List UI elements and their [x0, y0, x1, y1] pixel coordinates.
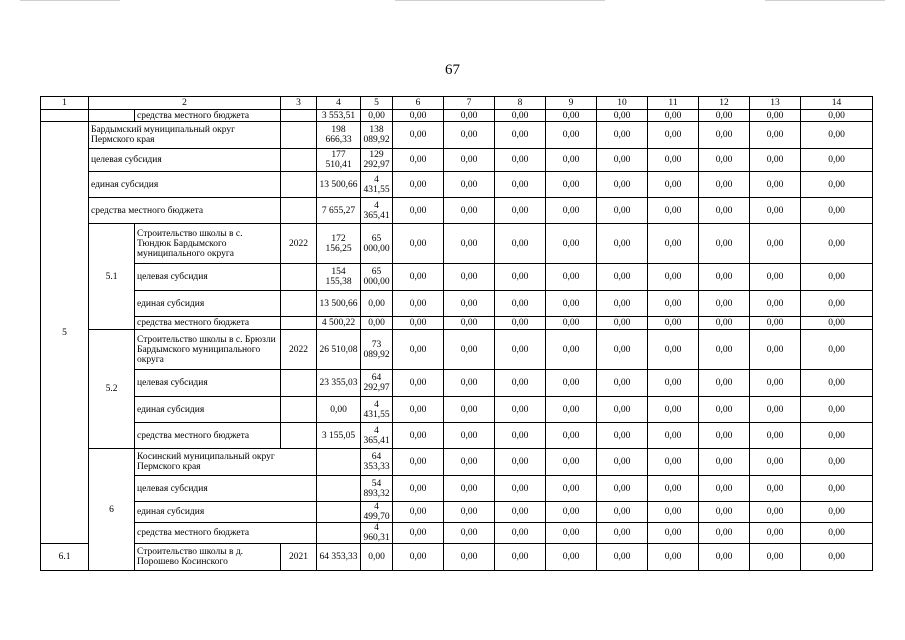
value-col-5: 0,00 [393, 449, 444, 476]
value-col-6: 0,00 [444, 502, 495, 523]
value-col-10: 0,00 [597, 423, 648, 449]
table-row [41, 110, 873, 122]
table-body [41, 97, 873, 571]
value-col-4: 154 155,38 [317, 264, 361, 291]
value-col-5: 138 089,92 [361, 122, 393, 149]
value-col-5: 4 431,55 [361, 397, 393, 423]
value-col-13: 0,00 [750, 544, 801, 571]
value-col-7: 0,00 [495, 449, 546, 476]
value-col-6: 0,00 [444, 476, 495, 502]
value-col-14: 0,00 [801, 317, 873, 330]
table-row [41, 544, 873, 571]
group-number-6-1: 6.1 [41, 544, 89, 571]
value-col-6: 0,00 [393, 544, 444, 571]
table-row [41, 291, 873, 317]
value-col-5: 129 292,97 [361, 149, 393, 172]
value-col-11: 0,00 [699, 523, 750, 544]
value-col-5: 65 000,00 [361, 264, 393, 291]
header-cell-2: 2 [89, 97, 281, 110]
subgroup-cell-empty [89, 110, 135, 122]
top-edge-line-left [20, 0, 120, 1]
value-col-8: 0,00 [495, 544, 546, 571]
year-cell [281, 122, 317, 149]
value-col-5: 4 431,55 [361, 172, 393, 198]
value-col-6: 0,00 [393, 397, 444, 423]
value-col-10: 0,00 [597, 110, 648, 122]
value-col-9: 0,00 [597, 523, 648, 544]
value-col-6: 0,00 [393, 370, 444, 397]
table-row [41, 122, 873, 149]
year-cell: 2022 [281, 224, 317, 264]
year-cell: 2022 [281, 330, 317, 370]
value-col-5: 0,00 [393, 523, 444, 544]
value-col-6: 0,00 [393, 110, 444, 122]
value-col-10: 0,00 [597, 330, 648, 370]
value-col-11: 0,00 [648, 291, 699, 317]
row-label: единая субсидия [135, 291, 281, 317]
value-col-4: 13 500,66 [317, 291, 361, 317]
value-col-14: 0,00 [801, 172, 873, 198]
value-col-7: 0,00 [495, 476, 546, 502]
header-cell-14: 14 [801, 97, 873, 110]
value-col-4: 7 655,27 [317, 198, 361, 224]
header-cell-10: 10 [597, 97, 648, 110]
group-cell-empty [41, 110, 89, 122]
value-col-11: 0,00 [648, 264, 699, 291]
value-col-11: 0,00 [648, 397, 699, 423]
value-col-12: 0,00 [699, 544, 750, 571]
value-col-6: 0,00 [393, 224, 444, 264]
value-col-11: 0,00 [648, 110, 699, 122]
header-cell-6: 6 [393, 97, 444, 110]
value-col-13: 0,00 [801, 502, 873, 523]
value-col-8: 0,00 [495, 330, 546, 370]
value-col-5: 0,00 [393, 476, 444, 502]
value-col-9: 0,00 [597, 502, 648, 523]
year-cell [281, 317, 317, 330]
value-col-8: 0,00 [495, 172, 546, 198]
group-number-5: 5 [41, 122, 89, 544]
value-col-6: 0,00 [393, 317, 444, 330]
value-col-10: 0,00 [597, 397, 648, 423]
value-col-7: 0,00 [444, 423, 495, 449]
value-col-10: 0,00 [648, 502, 699, 523]
value-col-9: 0,00 [546, 330, 597, 370]
year-cell [317, 502, 361, 523]
value-col-8: 0,00 [546, 449, 597, 476]
value-col-9: 0,00 [546, 172, 597, 198]
value-col-14: 0,00 [801, 423, 873, 449]
value-col-10: 0,00 [597, 544, 648, 571]
value-col-13: 0,00 [750, 172, 801, 198]
page-number: 67 [445, 62, 460, 78]
table-row [41, 523, 873, 544]
value-col-12: 0,00 [699, 397, 750, 423]
value-col-12: 0,00 [699, 110, 750, 122]
value-col-14: 0,00 [801, 330, 873, 370]
value-col-13: 0,00 [750, 370, 801, 397]
year-cell [317, 523, 361, 544]
table-row [41, 397, 873, 423]
group-number-6: 6 [89, 449, 135, 571]
value-col-10: 0,00 [597, 122, 648, 149]
year-cell [281, 264, 317, 291]
value-col-7: 0,00 [444, 198, 495, 224]
header-cell-9: 9 [546, 97, 597, 110]
value-col-13: 0,00 [750, 149, 801, 172]
value-col-11: 0,00 [648, 149, 699, 172]
table-row [41, 476, 873, 502]
value-col-6: 0,00 [393, 423, 444, 449]
value-col-5: 0,00 [361, 291, 393, 317]
value-col-4: 177 510,41 [317, 149, 361, 172]
row-label: Косинский муниципальный округ Пермского края [135, 449, 317, 476]
value-col-13: 0,00 [750, 291, 801, 317]
value-col-14: 0,00 [801, 110, 873, 122]
value-col-10: 0,00 [648, 449, 699, 476]
value-col-14: 0,00 [801, 198, 873, 224]
value-col-5: 0,00 [393, 502, 444, 523]
value-col-7: 0,00 [444, 149, 495, 172]
value-col-4: 4 499,70 [361, 502, 393, 523]
value-col-10: 0,00 [597, 172, 648, 198]
row-label: средства местного бюджета [135, 317, 281, 330]
value-col-4: 26 510,08 [317, 330, 361, 370]
value-col-7: 0,00 [444, 544, 495, 571]
value-col-7: 0,00 [444, 224, 495, 264]
row-label: Строительство школы в с. Брюзли Бардымского муниципального округа [135, 330, 281, 370]
value-col-7: 0,00 [444, 122, 495, 149]
value-col-13: 0,00 [750, 317, 801, 330]
value-col-12: 0,00 [699, 330, 750, 370]
value-col-9: 0,00 [546, 224, 597, 264]
value-col-5: 64 292,97 [361, 370, 393, 397]
row-label: целевая субсидия [135, 264, 281, 291]
value-col-8: 0,00 [546, 502, 597, 523]
value-col-6: 0,00 [444, 523, 495, 544]
row-label: единая субсидия [89, 172, 281, 198]
value-col-12: 0,00 [699, 370, 750, 397]
value-col-8: 0,00 [495, 149, 546, 172]
value-col-4: 23 355,03 [317, 370, 361, 397]
value-col-12: 0,00 [699, 198, 750, 224]
value-col-7: 0,00 [444, 397, 495, 423]
value-col-13: 0,00 [750, 330, 801, 370]
table-row [41, 423, 873, 449]
budget-table [40, 96, 873, 571]
value-col-8: 0,00 [495, 110, 546, 122]
table-row [41, 317, 873, 330]
value-col-12: 0,00 [750, 523, 801, 544]
value-col-10: 0,00 [648, 476, 699, 502]
value-col-11: 0,00 [648, 423, 699, 449]
value-col-12: 0,00 [699, 291, 750, 317]
group-number-5-1: 5.1 [89, 224, 135, 330]
value-col-11: 0,00 [648, 224, 699, 264]
value-col-6: 0,00 [444, 449, 495, 476]
row-label: единая субсидия [135, 397, 281, 423]
year-cell [281, 149, 317, 172]
value-col-14: 0,00 [801, 149, 873, 172]
value-col-9: 0,00 [546, 397, 597, 423]
value-col-13: 0,00 [750, 264, 801, 291]
header-cell-5: 5 [361, 97, 393, 110]
header-cell-13: 13 [750, 97, 801, 110]
value-col-13: 0,00 [750, 397, 801, 423]
row-label: средства местного бюджета [135, 523, 317, 544]
value-col-12: 0,00 [750, 502, 801, 523]
row-label: Строительство школы в с. Тюндюк Бардымского муниципального округа [135, 224, 281, 264]
value-col-10: 0,00 [597, 291, 648, 317]
value-col-10: 0,00 [648, 523, 699, 544]
value-col-7: 0,00 [444, 370, 495, 397]
value-col-11: 0,00 [648, 172, 699, 198]
value-col-5: 4 365,41 [361, 198, 393, 224]
value-col-7: 0,00 [444, 291, 495, 317]
value-col-6: 0,00 [393, 330, 444, 370]
row-label: единая субсидия [135, 502, 317, 523]
year-cell [281, 110, 317, 122]
value-col-7: 0,00 [495, 502, 546, 523]
value-col-14: 0,00 [801, 264, 873, 291]
header-cell-4: 4 [317, 97, 361, 110]
value-col-9: 0,00 [546, 149, 597, 172]
value-col-6: 0,00 [393, 264, 444, 291]
table-row [41, 264, 873, 291]
value-col-9: 0,00 [597, 476, 648, 502]
row-label: целевая субсидия [135, 370, 281, 397]
value-col-8: 0,00 [495, 370, 546, 397]
value-col-9: 0,00 [546, 110, 597, 122]
value-col-13: 0,00 [750, 198, 801, 224]
value-col-4: 198 666,33 [317, 122, 361, 149]
value-col-11: 0,00 [648, 544, 699, 571]
value-col-12: 0,00 [750, 476, 801, 502]
value-col-14: 0,00 [801, 544, 873, 571]
value-col-4: 172 156,25 [317, 224, 361, 264]
value-col-4: 4 500,22 [317, 317, 361, 330]
value-col-4: 54 893,32 [361, 476, 393, 502]
value-col-13: 0,00 [750, 224, 801, 264]
value-col-9: 0,00 [546, 291, 597, 317]
year-cell [281, 423, 317, 449]
value-col-5: 4 365,41 [361, 423, 393, 449]
table-row [41, 224, 873, 264]
value-col-13: 0,00 [750, 122, 801, 149]
table-row [41, 172, 873, 198]
value-col-9: 0,00 [546, 317, 597, 330]
value-col-12: 0,00 [699, 317, 750, 330]
table-row [41, 149, 873, 172]
value-col-8: 0,00 [495, 198, 546, 224]
value-col-7: 0,00 [444, 264, 495, 291]
value-col-13: 0,00 [801, 449, 873, 476]
value-col-9: 0,00 [597, 449, 648, 476]
value-col-10: 0,00 [597, 370, 648, 397]
group-number-5-2: 5.2 [89, 330, 135, 449]
value-col-12: 0,00 [699, 149, 750, 172]
value-col-7: 0,00 [444, 110, 495, 122]
value-col-4: 13 500,66 [317, 172, 361, 198]
value-col-7: 0,00 [444, 172, 495, 198]
table-row [41, 502, 873, 523]
value-col-11: 0,00 [648, 370, 699, 397]
value-col-14: 0,00 [801, 397, 873, 423]
top-edge-line-right [765, 0, 885, 1]
value-col-11: 0,00 [699, 502, 750, 523]
value-col-12: 0,00 [699, 172, 750, 198]
value-col-9: 0,00 [546, 370, 597, 397]
table-row [41, 370, 873, 397]
value-col-5: 0,00 [361, 110, 393, 122]
value-col-6: 0,00 [393, 122, 444, 149]
value-col-10: 0,00 [597, 224, 648, 264]
header-row [41, 97, 873, 110]
value-col-11: 0,00 [648, 330, 699, 370]
value-col-8: 0,00 [546, 476, 597, 502]
row-label: средства местного бюджета [135, 110, 281, 122]
value-col-9: 0,00 [546, 423, 597, 449]
budget-table-container [40, 96, 872, 571]
value-col-12: 0,00 [699, 423, 750, 449]
value-col-12: 0,00 [699, 122, 750, 149]
value-col-14: 0,00 [801, 370, 873, 397]
value-col-5: 73 089,92 [361, 330, 393, 370]
value-col-8: 0,00 [495, 317, 546, 330]
row-label: целевая субсидия [135, 476, 317, 502]
table-row [41, 330, 873, 370]
value-col-9: 0,00 [546, 544, 597, 571]
value-col-13: 0,00 [750, 423, 801, 449]
value-col-8: 0,00 [546, 523, 597, 544]
value-col-4: 3 553,51 [317, 110, 361, 122]
value-col-8: 0,00 [495, 122, 546, 149]
value-col-14: 0,00 [801, 291, 873, 317]
header-cell-7: 7 [444, 97, 495, 110]
value-col-4: 3 155,05 [317, 423, 361, 449]
year-cell [281, 291, 317, 317]
value-col-4: 64 353,33 [361, 449, 393, 476]
year-cell [281, 172, 317, 198]
value-col-8: 0,00 [495, 264, 546, 291]
row-label: Бардымский муниципальный округ Пермского края [89, 122, 281, 149]
header-cell-1: 1 [41, 97, 89, 110]
value-col-9: 0,00 [546, 198, 597, 224]
value-col-11: 0,00 [648, 317, 699, 330]
row-label: Строительство школы в д. Порошево Косинского [135, 544, 281, 571]
value-col-9: 0,00 [546, 122, 597, 149]
value-col-10: 0,00 [597, 149, 648, 172]
value-col-13: 0,00 [750, 110, 801, 122]
value-col-6: 0,00 [393, 172, 444, 198]
value-col-6: 0,00 [393, 198, 444, 224]
value-col-14: 0,00 [801, 122, 873, 149]
value-col-5: 0,00 [361, 317, 393, 330]
row-label: средства местного бюджета [89, 198, 281, 224]
value-col-10: 0,00 [597, 198, 648, 224]
value-col-8: 0,00 [495, 224, 546, 264]
value-col-4: 64 353,33 [317, 544, 361, 571]
year-cell [281, 198, 317, 224]
header-cell-11: 11 [648, 97, 699, 110]
value-col-5: 65 000,00 [361, 224, 393, 264]
header-cell-3: 3 [281, 97, 317, 110]
value-col-5: 0,00 [361, 544, 393, 571]
value-col-8: 0,00 [495, 397, 546, 423]
year-cell [281, 370, 317, 397]
value-col-12: 0,00 [750, 449, 801, 476]
header-cell-8: 8 [495, 97, 546, 110]
value-col-7: 0,00 [444, 330, 495, 370]
value-col-4: 0,00 [317, 397, 361, 423]
value-col-11: 0,00 [648, 122, 699, 149]
row-label: целевая субсидия [89, 149, 281, 172]
year-cell [317, 449, 361, 476]
value-col-4: 4 960,31 [361, 523, 393, 544]
value-col-13: 0,00 [801, 523, 873, 544]
value-col-11: 0,00 [648, 198, 699, 224]
value-col-8: 0,00 [495, 291, 546, 317]
year-cell [281, 397, 317, 423]
table-row [41, 198, 873, 224]
table-row [41, 449, 873, 476]
value-col-10: 0,00 [597, 317, 648, 330]
row-label: средства местного бюджета [135, 423, 281, 449]
top-edge-line-center [395, 0, 605, 1]
value-col-7: 0,00 [444, 317, 495, 330]
value-col-8: 0,00 [495, 423, 546, 449]
value-col-14: 0,00 [801, 224, 873, 264]
value-col-7: 0,00 [495, 523, 546, 544]
value-col-12: 0,00 [699, 224, 750, 264]
value-col-6: 0,00 [393, 149, 444, 172]
value-col-9: 0,00 [546, 264, 597, 291]
value-col-6: 0,00 [393, 291, 444, 317]
value-col-13: 0,00 [801, 476, 873, 502]
value-col-10: 0,00 [597, 264, 648, 291]
value-col-11: 0,00 [699, 449, 750, 476]
year-cell [317, 476, 361, 502]
year-cell: 2021 [281, 544, 317, 571]
value-col-12: 0,00 [699, 264, 750, 291]
header-cell-12: 12 [699, 97, 750, 110]
value-col-11: 0,00 [699, 476, 750, 502]
